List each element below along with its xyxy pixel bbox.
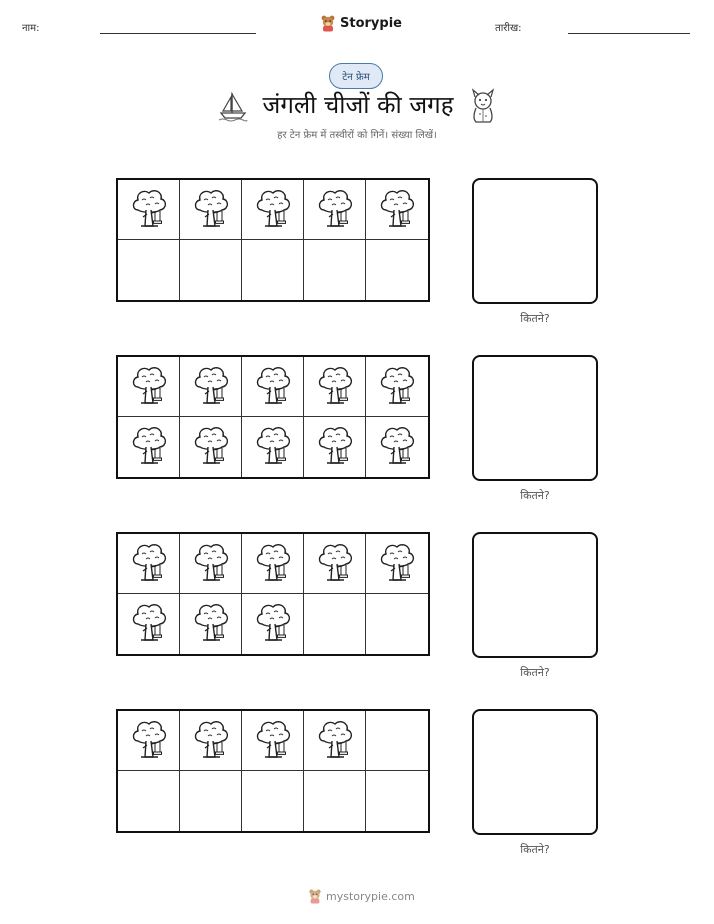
frame-cell (366, 240, 428, 300)
frame-cell (242, 594, 304, 654)
instructions: हर टेन फ्रेम में तस्वीरों को गिनें। संख्या लिखें। (277, 130, 437, 141)
frame-cell (242, 357, 304, 417)
question-label-1: कितने? (520, 312, 550, 325)
frame-cell (366, 357, 428, 417)
frame-cell (304, 417, 366, 477)
answer-box-3[interactable] (472, 532, 598, 658)
wild-creature-icon (466, 88, 500, 124)
tree-with-swing-icon (254, 600, 292, 648)
tree-with-swing-icon (254, 186, 292, 234)
date-write-line[interactable] (568, 33, 690, 34)
ten-frame-3 (116, 532, 430, 656)
footer (308, 886, 415, 906)
question-label-3: कितने? (520, 666, 550, 679)
frame-cell (304, 357, 366, 417)
frame-cell (242, 711, 304, 771)
frame-cell (118, 417, 180, 477)
frame-cell (242, 771, 304, 831)
frame-cell (366, 594, 428, 654)
frame-cell (118, 180, 180, 240)
tree-with-swing-icon (192, 717, 230, 765)
bear-mascot-icon (308, 888, 322, 904)
frame-cell (180, 594, 242, 654)
tree-with-swing-icon (192, 600, 230, 648)
frame-cell (180, 180, 242, 240)
page-title: जंगली चीजों की जगह (262, 91, 454, 119)
tree-with-swing-icon (254, 423, 292, 471)
tree-with-swing-icon (130, 717, 168, 765)
frame-cell (118, 534, 180, 594)
date-label: तारीख: (495, 23, 522, 34)
tree-with-swing-icon (254, 540, 292, 588)
tree-with-swing-icon (316, 423, 354, 471)
tree-with-swing-icon (316, 717, 354, 765)
frame-cell (304, 594, 366, 654)
answer-box-2[interactable] (472, 355, 598, 481)
answer-box-4[interactable] (472, 709, 598, 835)
tree-with-swing-icon (130, 540, 168, 588)
frame-cell (118, 771, 180, 831)
tree-with-swing-icon (254, 363, 292, 411)
frame-cell (242, 417, 304, 477)
question-label-2: कितने? (520, 489, 550, 502)
tree-with-swing-icon (192, 186, 230, 234)
frame-cell (180, 771, 242, 831)
frame-cell (366, 711, 428, 771)
frame-cell (242, 240, 304, 300)
tree-with-swing-icon (378, 186, 416, 234)
footer-site: mystorypie.com (326, 889, 415, 903)
frame-cell (366, 180, 428, 240)
frame-cell (180, 711, 242, 771)
tree-with-swing-icon (316, 363, 354, 411)
tree-with-swing-icon (192, 540, 230, 588)
tree-with-swing-icon (316, 186, 354, 234)
frame-cell (180, 357, 242, 417)
brand-name: Storypie (340, 15, 402, 31)
frame-cell (304, 180, 366, 240)
tree-with-swing-icon (378, 423, 416, 471)
topic-badge: टेन फ्रेम (329, 63, 383, 89)
name-label: नाम: (22, 23, 40, 34)
frame-cell (304, 240, 366, 300)
bear-mascot-icon (320, 14, 336, 32)
tree-with-swing-icon (316, 540, 354, 588)
tree-with-swing-icon (130, 600, 168, 648)
tree-with-swing-icon (130, 363, 168, 411)
sailboat-icon (218, 90, 248, 122)
frame-cell (242, 534, 304, 594)
ten-frame-4 (116, 709, 430, 833)
frame-cell (242, 180, 304, 240)
tree-with-swing-icon (130, 423, 168, 471)
tree-with-swing-icon (378, 363, 416, 411)
answer-box-1[interactable] (472, 178, 598, 304)
frame-cell (304, 534, 366, 594)
tree-with-swing-icon (378, 540, 416, 588)
frame-cell (180, 240, 242, 300)
tree-with-swing-icon (254, 717, 292, 765)
ten-frame-1 (116, 178, 430, 302)
frame-cell (366, 417, 428, 477)
name-write-line[interactable] (100, 33, 256, 34)
frame-cell (180, 534, 242, 594)
frame-cell (304, 771, 366, 831)
frame-cell (304, 711, 366, 771)
ten-frame-2 (116, 355, 430, 479)
frame-cell (180, 417, 242, 477)
tree-with-swing-icon (130, 186, 168, 234)
frame-cell (118, 240, 180, 300)
frame-cell (118, 594, 180, 654)
frame-cell (366, 771, 428, 831)
frame-cell (118, 357, 180, 417)
frame-cell (366, 534, 428, 594)
tree-with-swing-icon (192, 423, 230, 471)
tree-with-swing-icon (192, 363, 230, 411)
brand-logo (320, 12, 402, 34)
question-label-4: कितने? (520, 843, 550, 856)
frame-cell (118, 711, 180, 771)
